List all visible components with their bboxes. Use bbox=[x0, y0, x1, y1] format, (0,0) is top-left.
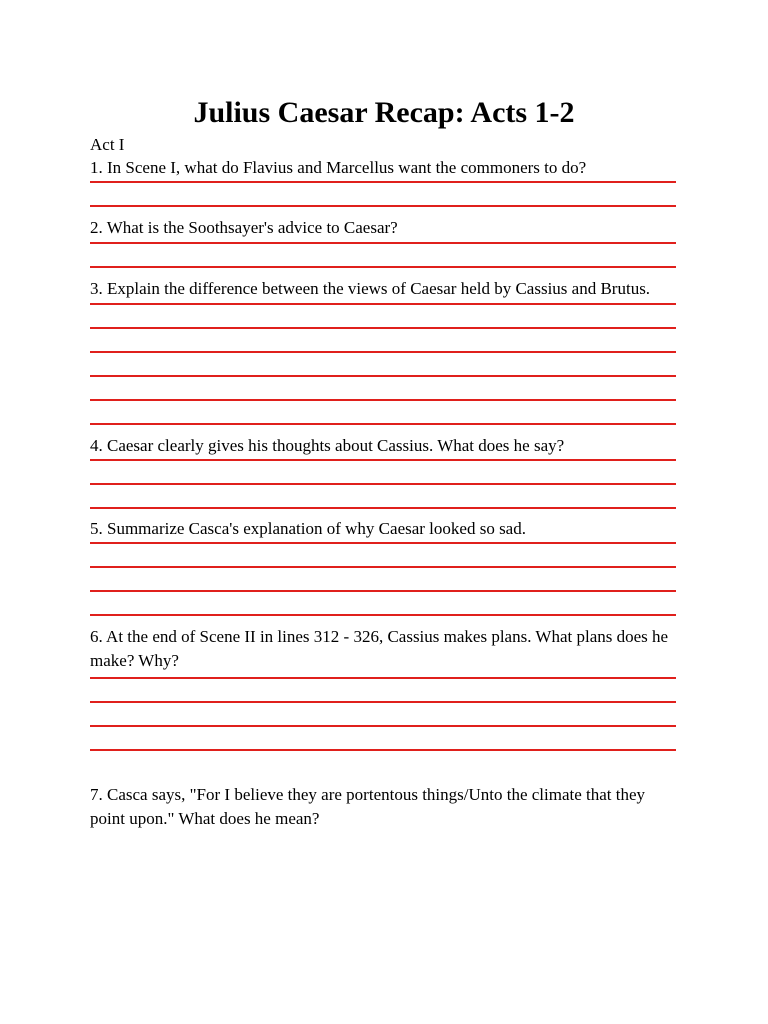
answer-line[interactable] bbox=[90, 181, 676, 183]
question-2-text: 2. What is the Soothsayer's advice to Caesar? bbox=[90, 218, 398, 237]
answer-line[interactable] bbox=[90, 566, 676, 568]
answer-line[interactable] bbox=[90, 701, 676, 703]
question-6-text: 6. At the end of Scene II in lines 312 - 326, Cassius makes plans. What plans does he make? Why? bbox=[90, 627, 669, 670]
question-5-text: 5. Summarize Casca's explanation of why Caesar looked so sad. bbox=[90, 519, 526, 538]
answer-line[interactable] bbox=[90, 749, 676, 751]
page-title: Julius Caesar Recap: Acts 1-2 bbox=[193, 96, 575, 129]
question-5 bbox=[90, 517, 690, 616]
question-3 bbox=[90, 277, 690, 425]
answer-line[interactable] bbox=[90, 242, 676, 244]
answer-line[interactable] bbox=[90, 677, 676, 679]
answer-line[interactable] bbox=[90, 399, 676, 401]
answer-line[interactable] bbox=[90, 542, 676, 544]
question-4-text: 4. Caesar clearly gives his thoughts about Cassius. What does he say? bbox=[90, 436, 565, 455]
question-7 bbox=[90, 783, 690, 831]
question-6 bbox=[90, 625, 690, 751]
answer-line[interactable] bbox=[90, 375, 676, 377]
answer-line[interactable] bbox=[90, 483, 676, 485]
answer-line[interactable] bbox=[90, 205, 676, 207]
question-3-text: 3. Explain the difference between the views of Caesar held by Cassius and Brutus. bbox=[90, 279, 651, 298]
answer-line[interactable] bbox=[90, 423, 676, 425]
section-label-act-1: Act I bbox=[90, 135, 125, 154]
question-1 bbox=[90, 156, 690, 207]
answer-line[interactable] bbox=[90, 303, 676, 305]
question-4 bbox=[90, 434, 690, 509]
question-2 bbox=[90, 216, 690, 268]
answer-line[interactable] bbox=[90, 327, 676, 329]
answer-line[interactable] bbox=[90, 507, 676, 509]
question-1-text: 1. In Scene I, what do Flavius and Marcellus want the commoners to do? bbox=[90, 158, 587, 177]
worksheet-content bbox=[90, 134, 690, 831]
answer-line[interactable] bbox=[90, 725, 676, 727]
answer-line[interactable] bbox=[90, 459, 676, 461]
answer-line[interactable] bbox=[90, 266, 676, 268]
question-7-text: 7. Casca says, "For I believe they are portentous things/Unto the climate that they point upon." What does he mean? bbox=[90, 785, 646, 828]
answer-line[interactable] bbox=[90, 614, 676, 616]
answer-line[interactable] bbox=[90, 590, 676, 592]
answer-line[interactable] bbox=[90, 351, 676, 353]
